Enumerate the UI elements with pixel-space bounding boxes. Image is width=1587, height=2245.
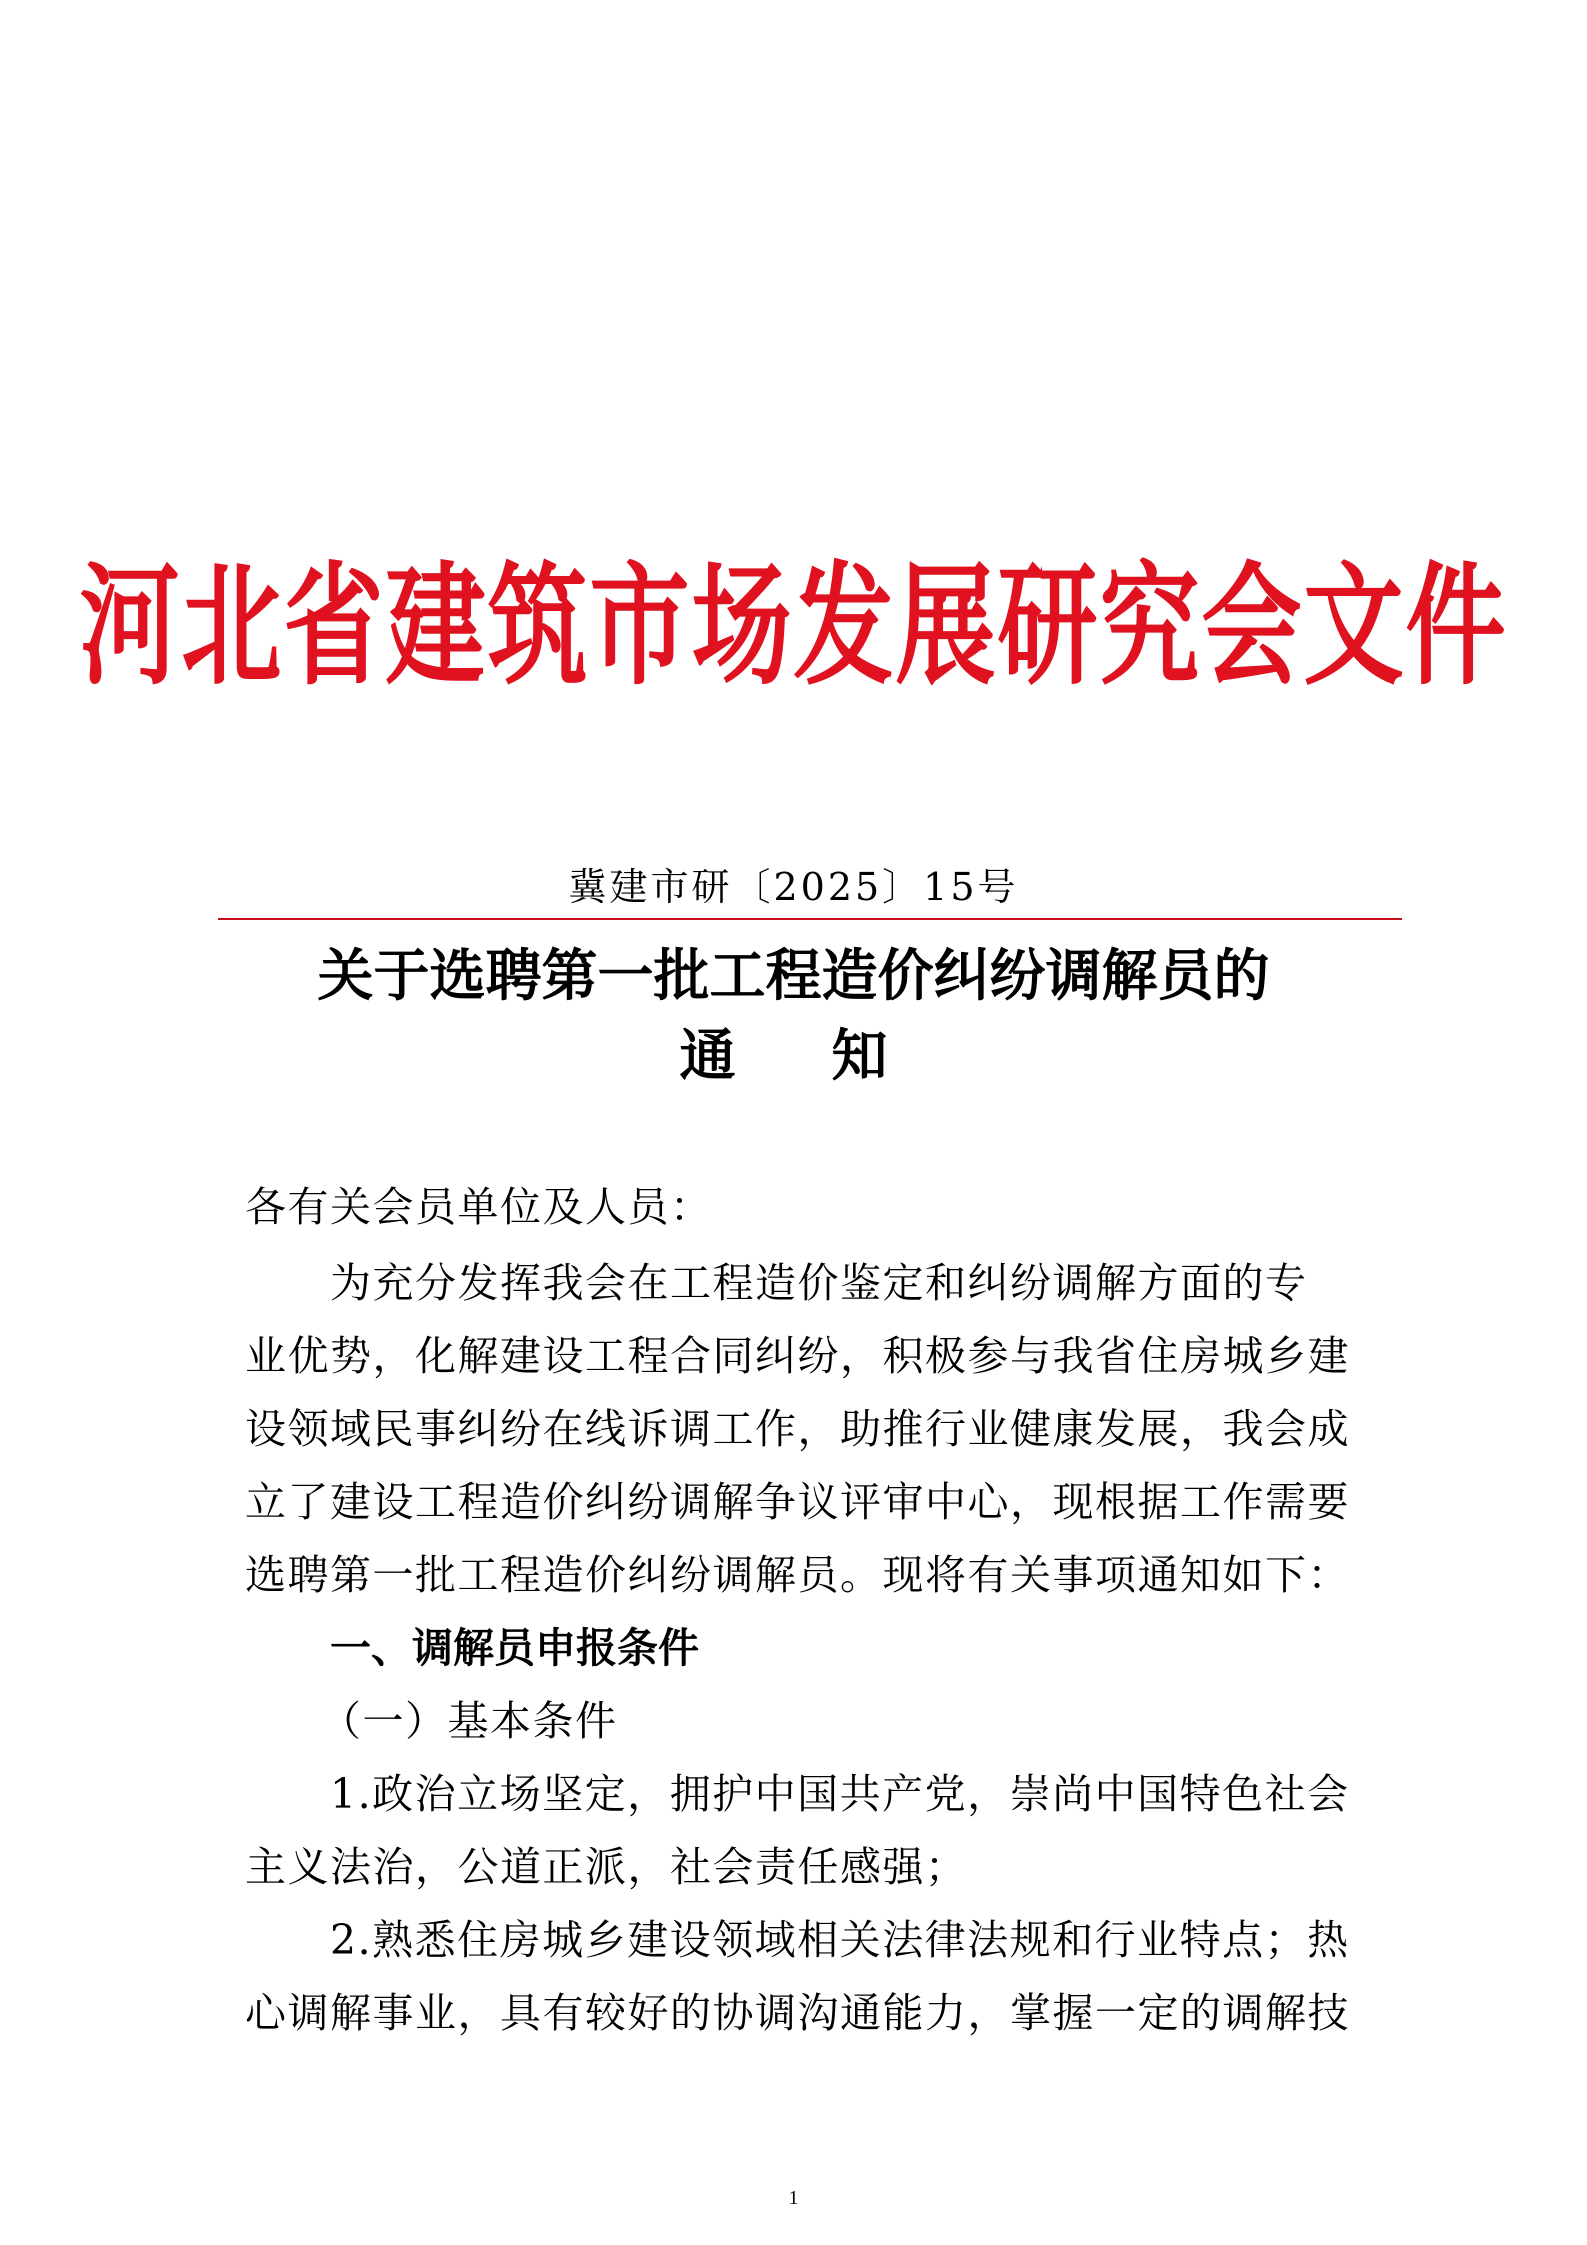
section-1-heading: 一、调解员申报条件	[330, 1624, 699, 1672]
masthead-title: 河北省建筑市场发展研究会文件	[79, 549, 1508, 704]
item-1-line-2: 主义法治，公道正派，社会责任感强；	[245, 1843, 968, 1891]
red-divider-line	[218, 918, 1402, 920]
document-number: 冀建市研〔2025〕15号	[568, 865, 1019, 909]
page-number: 1	[788, 2187, 799, 2209]
intro-line-1: 为充分发挥我会在工程造价鉴定和纠纷调解方面的专	[330, 1259, 1308, 1307]
salutation: 各有关会员单位及人员：	[245, 1183, 713, 1231]
intro-line-3: 设领域民事纠纷在线诉调工作，助推行业健康发展，我会成	[245, 1405, 1350, 1453]
intro-line-5: 选聘第一批工程造价纠纷调解员。现将有关事项通知如下：	[245, 1551, 1350, 1599]
subsection-1-heading: （一）基本条件	[320, 1697, 618, 1745]
item-2-line-1: 2.熟悉住房城乡建设领域相关法律法规和行业特点；热	[330, 1916, 1350, 1964]
notice-title-line1: 关于选聘第一批工程造价纠纷调解员的	[317, 944, 1270, 1009]
notice-title-line2: 通 知	[679, 1024, 908, 1089]
item-1-line-1: 1.政治立场坚定，拥护中国共产党，崇尚中国特色社会	[330, 1770, 1350, 1818]
item-2-line-2: 心调解事业，具有较好的协调沟通能力，掌握一定的调解技	[245, 1989, 1350, 2037]
intro-line-4: 立了建设工程造价纠纷调解争议评审中心，现根据工作需要	[245, 1478, 1350, 1526]
intro-line-2: 业优势，化解建设工程合同纠纷，积极参与我省住房城乡建	[245, 1332, 1350, 1380]
